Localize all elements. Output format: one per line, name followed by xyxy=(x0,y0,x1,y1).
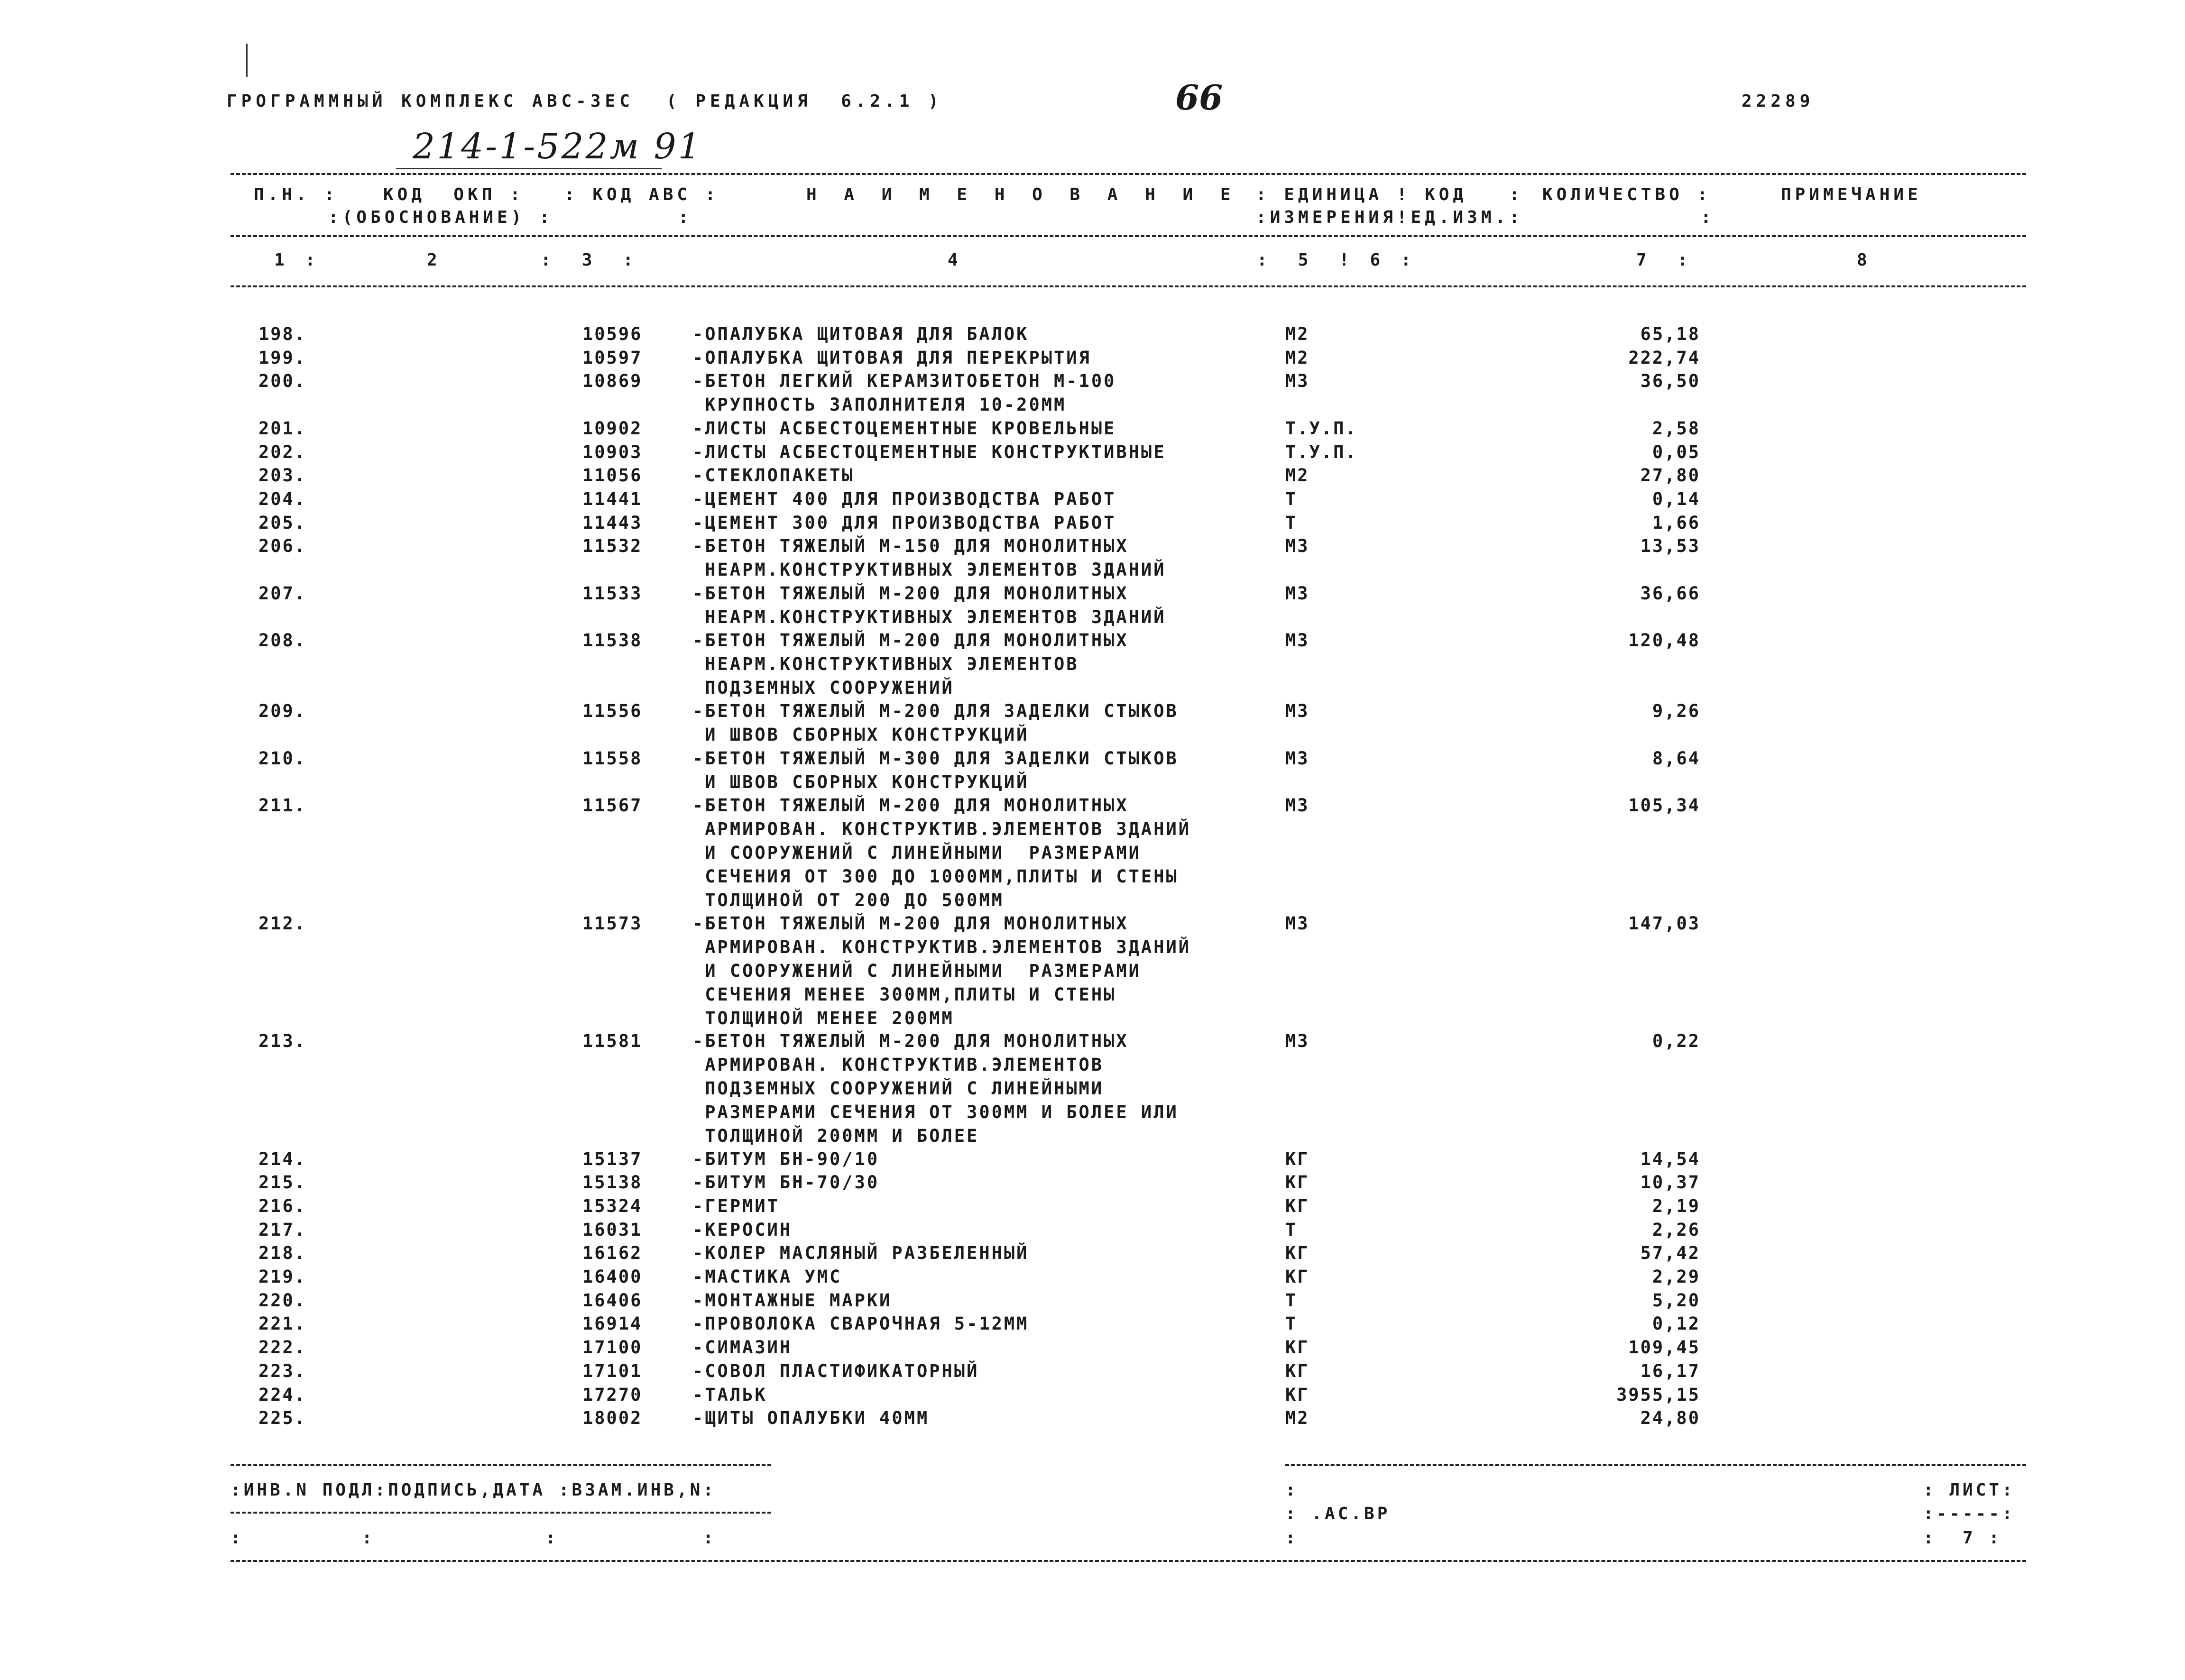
unit: М2 xyxy=(1285,347,1309,368)
unit: Т.У.П. xyxy=(1285,441,1357,462)
margin-tick xyxy=(246,44,248,77)
sheet-number: : 7 : xyxy=(1923,1528,2002,1548)
col-head-okp-code: КОД ОКП : xyxy=(383,185,524,204)
header-bottom-rule xyxy=(230,285,2026,287)
okp-code: 11573 xyxy=(582,913,643,934)
quantity: 2,26 xyxy=(1652,1219,1700,1240)
quantity: 2,29 xyxy=(1652,1267,1700,1287)
col-head-quantity: КОЛИЧЕСТВО : xyxy=(1542,185,1712,204)
item-name: -ЦЕМЕНТ 300 ДЛЯ ПРОИЗВОДСТВА РАБОТ xyxy=(692,512,1116,533)
row-number: 210. xyxy=(258,748,307,769)
quantity: 120,48 xyxy=(1628,630,1700,651)
footer-mid-rule-left xyxy=(230,1512,771,1514)
okp-code: 17270 xyxy=(582,1384,643,1405)
col-head-name: Н А И М Е Н О В А Н И Е xyxy=(806,185,1239,204)
quantity: 36,50 xyxy=(1640,371,1700,392)
item-name: -ТАЛЬК xyxy=(692,1384,767,1405)
quantity: 57,42 xyxy=(1640,1243,1700,1264)
item-name: -БЕТОН ТЯЖЕЛЫЙ М-200 ДЛЯ МОНОЛИТНЫХ АРМИРОВАН. КОНСТРУКТИВ.ЭЛЕМЕНТОВ ПОДЗЕМНЫХ СООРУЖЕНИЙ С ЛИНЕЙНЫМИ РАЗМЕРАМИ СЕЧЕНИЯ ОТ 300ММ И БОЛЕЕ ИЛИ ТОЛЩИНОЙ 200ММ И БОЛЕЕ xyxy=(692,1031,1179,1146)
row-number: 200. xyxy=(258,371,307,392)
quantity: 0,14 xyxy=(1652,488,1700,509)
row-number: 218. xyxy=(258,1243,307,1264)
okp-code: 15324 xyxy=(582,1195,643,1216)
col-head-num: П.Н. : xyxy=(254,185,339,204)
row-number: 203. xyxy=(258,465,307,486)
col-head-unit-2: :ИЗМЕРЕНИЯ!ЕД.ИЗМ.: xyxy=(1256,208,1523,227)
item-name: -СОВОЛ ПЛАСТИФИКАТОРНЫЙ xyxy=(692,1360,979,1381)
item-name: -МАСТИКА УМС xyxy=(692,1267,842,1287)
unit: М3 xyxy=(1285,371,1309,392)
okp-code: 10869 xyxy=(582,371,643,392)
quantity: 13,53 xyxy=(1640,536,1700,557)
unit: Т xyxy=(1285,1313,1298,1334)
quantity: 16,17 xyxy=(1640,1360,1700,1381)
row-number: 216. xyxy=(258,1195,307,1216)
item-name: -БЕТОН ТЯЖЕЛЫЙ М-200 ДЛЯ МОНОЛИТНЫХ АРМИРОВАН. КОНСТРУКТИВ.ЭЛЕМЕНТОВ ЗДАНИЙ И СООРУЖЕНИЙ С ЛИНЕЙНЫМИ РАЗМЕРАМИ СЕЧЕНИЯ МЕНЕЕ 300ММ,ПЛИТЫ И СТЕНЫ ТОЛЩИНОЙ МЕНЕЕ 200ММ xyxy=(692,913,1191,1028)
okp-code: 11441 xyxy=(582,488,643,509)
unit: КГ xyxy=(1285,1360,1309,1381)
item-name: -БИТУМ БН-70/30 xyxy=(692,1172,880,1193)
row-number: 198. xyxy=(258,324,307,344)
item-name: -БЕТОН ТЯЖЕЛЫЙ М-200 ДЛЯ МОНОЛИТНЫХ НЕАРМ.КОНСТРУКТИВНЫХ ЭЛЕМЕНТОВ ПОДЗЕМНЫХ СООРУЖЕНИЙ xyxy=(692,630,1129,698)
row-number: 201. xyxy=(258,418,307,439)
row-number: 225. xyxy=(258,1408,307,1429)
item-name: -ЛИСТЫ АСБЕСТОЦЕМЕНТНЫЕ КРОВЕЛЬНЫЕ xyxy=(692,418,1116,439)
item-name: -ОПАЛУБКА ЩИТОВАЯ ДЛЯ БАЛОК xyxy=(692,324,1029,344)
row-number: 207. xyxy=(258,583,307,604)
unit: М3 xyxy=(1285,630,1309,651)
item-name: -СИМАЗИН xyxy=(692,1337,793,1358)
quantity: 27,80 xyxy=(1640,465,1700,486)
header-middle-rule xyxy=(230,235,2026,237)
row-number: 221. xyxy=(258,1313,307,1334)
row-number: 224. xyxy=(258,1384,307,1405)
unit: М3 xyxy=(1285,583,1309,604)
item-name: -БЕТОН ТЯЖЕЛЫЙ М-150 ДЛЯ МОНОЛИТНЫХ НЕАРМ.КОНСТРУКТИВНЫХ ЭЛЕМЕНТОВ ЗДАНИЙ xyxy=(692,536,1166,580)
table-top-rule xyxy=(230,173,2026,175)
unit: КГ xyxy=(1285,1384,1309,1405)
item-name: -ЩИТЫ ОПАЛУБКИ 40ММ xyxy=(692,1408,930,1429)
row-number: 205. xyxy=(258,512,307,533)
quantity: 10,37 xyxy=(1640,1172,1700,1193)
okp-code: 15138 xyxy=(582,1172,643,1193)
unit: КГ xyxy=(1285,1337,1309,1358)
quantity: 3955,15 xyxy=(1616,1384,1700,1405)
col-head-abc-sep: : xyxy=(678,208,692,227)
col-head-abc-code: : КОД АВС : xyxy=(564,185,719,204)
row-number: 214. xyxy=(258,1148,307,1169)
col-head-unit: : ЕДИНИЦА ! КОД : xyxy=(1256,185,1523,204)
okp-code: 17101 xyxy=(582,1360,643,1381)
quantity: 24,80 xyxy=(1640,1408,1700,1429)
col-number-1: 1 : xyxy=(274,250,315,270)
item-name: -БЕТОН ТЯЖЕЛЫЙ М-200 ДЛЯ МОНОЛИТНЫХ НЕАРМ.КОНСТРУКТИВНЫХ ЭЛЕМЕНТОВ ЗДАНИЙ xyxy=(692,583,1166,627)
quantity: 147,03 xyxy=(1628,913,1700,934)
stamp-fields-label: :ИНВ.N ПОДЛ:ПОДПИСЬ,ДАТА :ВЗАМ.ИНВ,N: xyxy=(230,1480,716,1500)
okp-code: 16914 xyxy=(582,1313,643,1334)
item-name: -ЦЕМЕНТ 400 ДЛЯ ПРОИЗВОДСТВА РАБОТ xyxy=(692,488,1116,509)
okp-code: 10902 xyxy=(582,418,643,439)
col-number-2: 2 xyxy=(427,250,437,270)
okp-code: 11567 xyxy=(582,795,643,816)
unit: М3 xyxy=(1285,748,1309,769)
row-number: 202. xyxy=(258,441,307,462)
okp-code: 10903 xyxy=(582,441,643,462)
stamp-fields-blank: : : : : xyxy=(230,1528,716,1548)
quantity: 8,64 xyxy=(1652,748,1700,769)
quantity: 2,19 xyxy=(1652,1195,1700,1216)
unit: Т xyxy=(1285,488,1298,509)
handwritten-page-number: 66 xyxy=(1175,77,1223,118)
item-name: -СТЕКЛОПАКЕТЫ xyxy=(692,465,855,486)
project-code-underline xyxy=(396,168,662,169)
okp-code: 11443 xyxy=(582,512,643,533)
col-number-3: : 3 : xyxy=(541,250,634,270)
unit: КГ xyxy=(1285,1243,1309,1264)
col-head-quantity-sep: : xyxy=(1701,208,1715,227)
item-name: -БЕТОН ТЯЖЕЛЫЙ М-200 ДЛЯ ЗАДЕЛКИ СТЫКОВ И ШВОВ СБОРНЫХ КОНСТРУКЦИЙ xyxy=(692,701,1179,745)
okp-code: 16162 xyxy=(582,1243,643,1264)
okp-code: 10597 xyxy=(582,347,643,368)
unit: М3 xyxy=(1285,795,1309,816)
quantity: 9,26 xyxy=(1652,701,1700,722)
unit: КГ xyxy=(1285,1195,1309,1216)
document-number: 22289 xyxy=(1742,92,1815,111)
footer-top-rule-left xyxy=(230,1464,771,1466)
row-number: 211. xyxy=(258,795,307,816)
row-number: 213. xyxy=(258,1031,307,1051)
okp-code: 17100 xyxy=(582,1337,643,1358)
unit: Т xyxy=(1285,512,1298,533)
program-title: ГРОГРАММНЫЙ КОМПЛЕКС АВС-3ЕС xyxy=(227,92,634,111)
row-number: 208. xyxy=(258,630,307,651)
row-number: 223. xyxy=(258,1360,307,1381)
col-number-7: 7 : xyxy=(1636,250,1688,270)
okp-code: 16031 xyxy=(582,1219,643,1240)
okp-code: 15137 xyxy=(582,1148,643,1169)
item-name: -БИТУМ БН-90/10 xyxy=(692,1148,880,1169)
footer-top-rule-right xyxy=(1285,1464,2026,1466)
unit: М3 xyxy=(1285,913,1309,934)
col-number-5-6: : 5 ! 6 : xyxy=(1257,250,1411,270)
row-number: 222. xyxy=(258,1337,307,1358)
unit: Т xyxy=(1285,1219,1298,1240)
item-name: -КОЛЕР МАСЛЯНЫЙ РАЗБЕЛЕННЫЙ xyxy=(692,1243,1029,1264)
unit: М3 xyxy=(1285,701,1309,722)
doc-code: : .АС.ВР xyxy=(1285,1504,1391,1524)
sheet-label: : ЛИСТ: xyxy=(1923,1480,2015,1500)
quantity: 0,22 xyxy=(1652,1031,1700,1051)
okp-code: 11556 xyxy=(582,701,643,722)
unit: М3 xyxy=(1285,536,1309,557)
okp-code: 11581 xyxy=(582,1031,643,1051)
item-name: -БЕТОН ТЯЖЕЛЫЙ М-300 ДЛЯ ЗАДЕЛКИ СТЫКОВ И ШВОВ СБОРНЫХ КОНСТРУКЦИЙ xyxy=(692,748,1179,792)
unit: КГ xyxy=(1285,1148,1309,1169)
quantity: 65,18 xyxy=(1640,324,1700,344)
unit: Т.У.П. xyxy=(1285,418,1357,439)
sheet-separator: :-----: xyxy=(1923,1504,2015,1524)
item-name: -ОПАЛУБКА ЩИТОВАЯ ДЛЯ ПЕРЕКРЫТИЯ xyxy=(692,347,1091,368)
quantity: 109,45 xyxy=(1628,1337,1700,1358)
footer-bottom-rule xyxy=(230,1560,2026,1562)
quantity: 105,34 xyxy=(1628,795,1700,816)
row-number: 215. xyxy=(258,1172,307,1193)
quantity: 36,66 xyxy=(1640,583,1700,604)
item-name: -БЕТОН ЛЕГКИЙ КЕРАМЗИТОБЕТОН М-100 КРУПНОСТЬ ЗАПОЛНИТЕЛЯ 10-20ММ xyxy=(692,371,1116,415)
row-number: 220. xyxy=(258,1290,307,1311)
item-name: -ПРОВОЛОКА СВАРОЧНАЯ 5-12ММ xyxy=(692,1313,1029,1334)
unit: Т xyxy=(1285,1290,1298,1311)
row-number: 212. xyxy=(258,913,307,934)
row-number: 204. xyxy=(258,488,307,509)
okp-code: 11056 xyxy=(582,465,643,486)
unit: М2 xyxy=(1285,324,1309,344)
quantity: 5,20 xyxy=(1652,1290,1700,1311)
col-head-note: ПРИМЕЧАНИЕ xyxy=(1781,185,1922,204)
col-number-4: 4 xyxy=(948,250,958,270)
edition-label: ( РЕДАКЦИЯ 6.2.1 ) xyxy=(666,92,943,111)
item-name: -КЕРОСИН xyxy=(692,1219,793,1240)
col-head-okp-reason: :(ОБОСНОВАНИЕ) : xyxy=(328,208,553,227)
row-number: 206. xyxy=(258,536,307,557)
col-number-8: 8 xyxy=(1857,250,1867,270)
okp-code: 11533 xyxy=(582,583,643,604)
okp-code: 11558 xyxy=(582,748,643,769)
unit: М2 xyxy=(1285,465,1309,486)
okp-code: 16400 xyxy=(582,1267,643,1287)
item-name: -МОНТАЖНЫЕ МАРКИ xyxy=(692,1290,892,1311)
quantity: 0,05 xyxy=(1652,441,1700,462)
unit: М2 xyxy=(1285,1408,1309,1429)
unit: КГ xyxy=(1285,1267,1309,1287)
handwritten-project-code: 214-1-522м 91 xyxy=(413,126,702,167)
unit: КГ xyxy=(1285,1172,1309,1193)
quantity: 1,66 xyxy=(1652,512,1700,533)
row-number: 219. xyxy=(258,1267,307,1287)
unit: М3 xyxy=(1285,1031,1309,1051)
quantity: 2,58 xyxy=(1652,418,1700,439)
quantity: 14,54 xyxy=(1640,1148,1700,1169)
okp-code: 10596 xyxy=(582,324,643,344)
item-name: -ЛИСТЫ АСБЕСТОЦЕМЕНТНЫЕ КОНСТРУКТИВНЫЕ xyxy=(692,441,1166,462)
row-number: 209. xyxy=(258,701,307,722)
okp-code: 11538 xyxy=(582,630,643,651)
quantity: 222,74 xyxy=(1628,347,1700,368)
row-number: 217. xyxy=(258,1219,307,1240)
quantity: 0,12 xyxy=(1652,1313,1700,1334)
okp-code: 18002 xyxy=(582,1408,643,1429)
okp-code: 11532 xyxy=(582,536,643,557)
item-name: -ГЕРМИТ xyxy=(692,1195,780,1216)
doc-code-left-border: : xyxy=(1285,1480,1299,1500)
row-number: 199. xyxy=(258,347,307,368)
okp-code: 16406 xyxy=(582,1290,643,1311)
item-name: -БЕТОН ТЯЖЕЛЫЙ М-200 ДЛЯ МОНОЛИТНЫХ АРМИРОВАН. КОНСТРУКТИВ.ЭЛЕМЕНТОВ ЗДАНИЙ И СООРУЖЕНИЙ С ЛИНЕЙНЫМИ РАЗМЕРАМИ СЕЧЕНИЯ ОТ 300 ДО 1000ММ,ПЛИТЫ И СТЕНЫ ТОЛЩИНОЙ ОТ 200 ДО 500ММ xyxy=(692,795,1191,910)
doc-code-bottom-border: : xyxy=(1285,1528,1299,1548)
